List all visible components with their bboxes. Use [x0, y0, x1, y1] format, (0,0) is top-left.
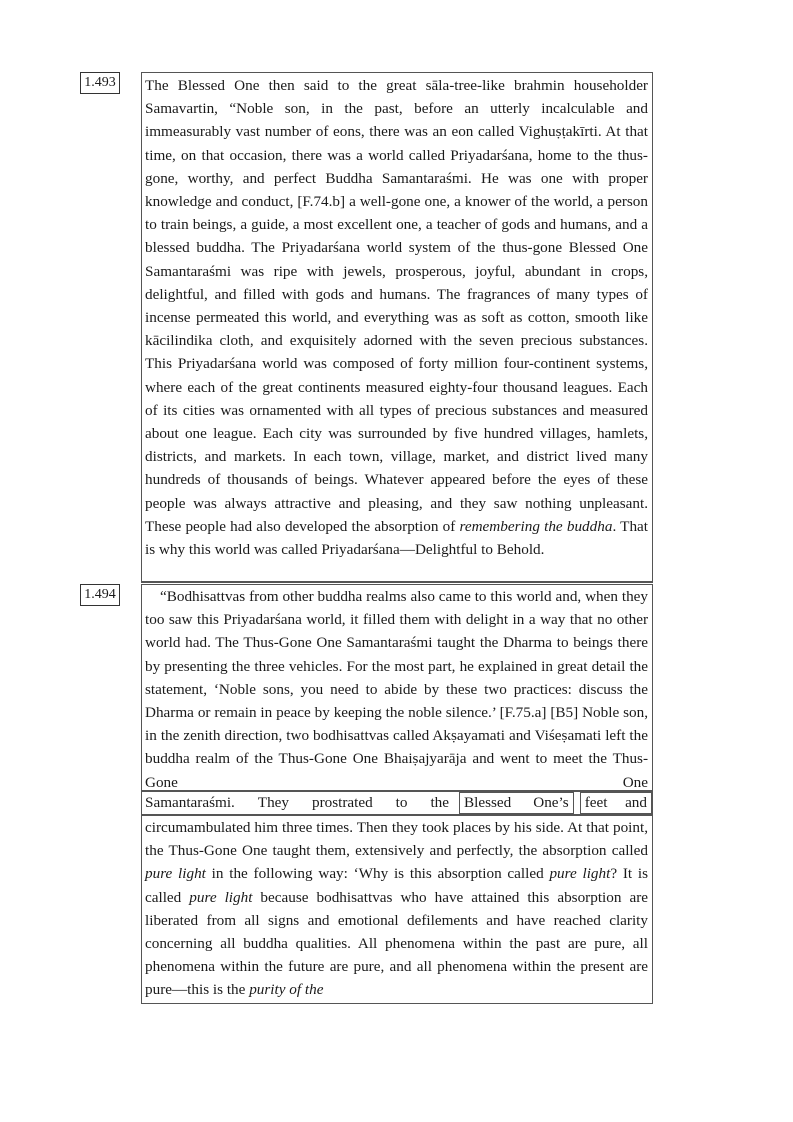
- text-segment: in the following way: ‘Why is this absorption called: [205, 865, 550, 883]
- word: the: [430, 794, 449, 811]
- text-segment: . That is why this world was called Priyadarśana—Delightful to Behold.: [145, 517, 648, 559]
- text-segment: because bodhisattvas who have attained this absorption are liberated from all signs and emotional defilements and have reached clarity concerning all buddha qualities. All phenomena within the past are pure, all phenomena within the future are pure, and all phenomena within the present are pure—this is the: [145, 888, 648, 999]
- boxed-phrase: [459, 792, 574, 814]
- paragraph-number: 1.494: [80, 584, 120, 606]
- word: Samantaraśmi.: [145, 794, 235, 811]
- italic-term: pure light: [145, 865, 206, 883]
- line-words: [142, 794, 455, 812]
- word: Blessed: [464, 794, 512, 811]
- paragraph-text: [142, 816, 652, 1002]
- text-line-highlighted: [141, 791, 653, 815]
- paragraph-number: 1.493: [80, 72, 120, 94]
- italic-term: pure light: [549, 865, 611, 883]
- word: feet: [584, 794, 608, 811]
- text-segment: circumambulated him three times. Then they took places by his side. At that point, the Thus-Gone One taught them, extensively and perfectly, the absorption called: [145, 819, 648, 860]
- italic-term: pure light: [189, 888, 253, 906]
- paragraph-block-1494-bottom: [141, 815, 653, 1004]
- word: One’s: [533, 794, 569, 811]
- paragraph-block-1494-top: [141, 584, 653, 791]
- word: to: [395, 794, 408, 811]
- word: and: [625, 794, 647, 811]
- text-segment: ? It is called: [145, 865, 649, 906]
- divider: [141, 582, 653, 583]
- word: They: [257, 794, 290, 811]
- boxed-phrase: [580, 792, 652, 814]
- italic-term: remembering the buddha: [459, 517, 613, 535]
- paragraph-text: [142, 73, 652, 561]
- paragraph-block-1493: [141, 72, 653, 582]
- italic-term: purity of the: [249, 981, 324, 999]
- word: prostrated: [311, 794, 373, 811]
- paragraph-text: “Bodhisattvas from other buddha realms also came to this world and, when they too saw this Priyadarśana world, it filled them with delight in a way that no other world had. The Thus-Gone One Samantaraśmi taught the Dharma to beings there by presenting the three vehicles. For the most part, he explained in great detail the statement, ‘Noble sons, you need to abide by these two practices: discuss the Dharma or remain in peace by keeping the noble silence.’ [F.75.a] [B5] Noble son, in the zenith direction, two bodhisattvas called Akṣayamati and Viśeṣamati left the buddha realm of the Thus-Gone One Bhaiṣajyarāja and went to meet the Thus-Gone One: [145, 588, 648, 791]
- text-segment: The Blessed One then said to the great sāla-tree-like brahmin householder Samavartin, “Noble son, in the past, before an utterly incalculable and immeasurably vast number of eons, there was an eon called Vighuṣṭakīrti. At that time, on that occasion, there was a world called Priyadarśana, home to the thus-gone, worthy, and perfect Buddha Samantaraśmi. He was one with proper knowledge and conduct, [F.74.b] a well-gone one, a knower of the world, a person to train beings, a guide, a most excellent one, a teacher of gods and humans, and a blessed buddha. The Priyadarśana world system of the thus-gone Blessed One Samantaraśmi was ripe with jewels, prosperous, joyful, abundant in crops, delightful, and filled with gods and humans. The fragrances of many types of incense permeated this world, and everything was as soft as cotton, smooth like kācilindika cloth, and exquisitely adorned with the seven precious substances. This Priyadarśana world was composed of forty million four-continent systems, where each of the great continents measured eighty-four thousand leagues. Each of its cities was ornamented with all types of precious substances and measured about one league. Each city was surrounded by five hundred villages, hamlets, districts, and markets. In each town, village, market, and district lived many hundreds of thousands of beings. Whatever appeared before the eyes of these people was always attractive and pleasing, and they saw nothing unpleasant. These people had also developed the absorption of: [145, 77, 648, 535]
